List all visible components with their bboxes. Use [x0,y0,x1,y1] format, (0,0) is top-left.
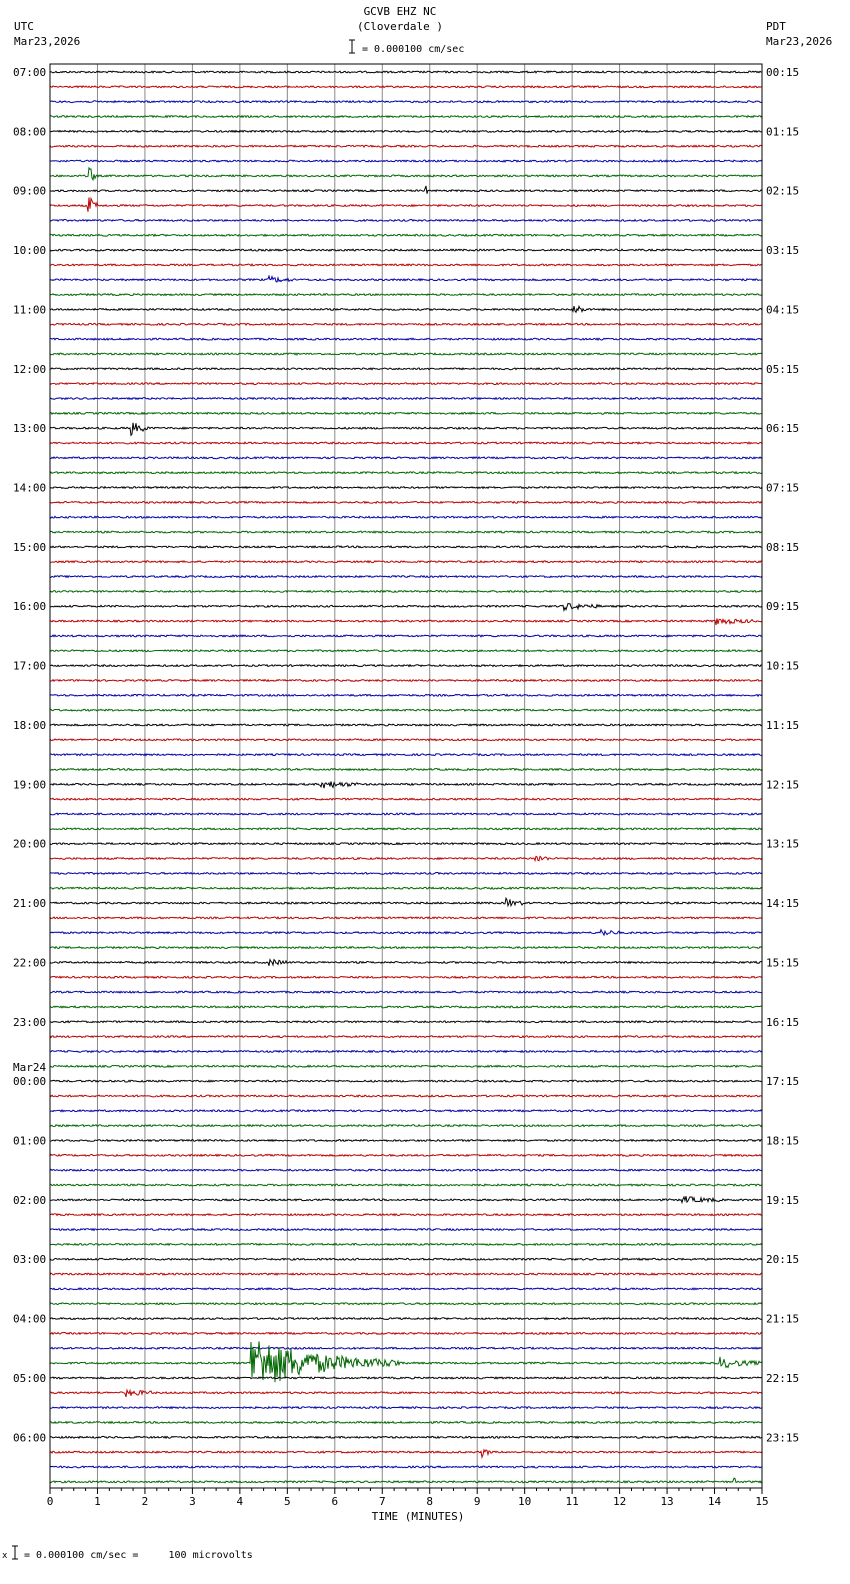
seismic-trace [50,1243,762,1245]
left-hour-label: 09:00 [13,184,47,198]
seismic-trace [50,220,762,222]
seismic-trace [50,249,762,251]
x-tick-label: 4 [236,1495,244,1508]
left-hour-label: 00:00 [13,1075,47,1089]
footer-marker: x [2,1551,8,1561]
x-axis-label: TIME (MINUTES) [371,1510,465,1523]
seismic-trace [50,1273,762,1275]
x-tick-label: 9 [473,1495,481,1508]
x-tick-label: 8 [426,1495,434,1508]
seismic-trace [50,798,762,800]
seismic-trace [50,739,762,741]
seismic-trace [50,383,762,385]
left-hour-label: 05:00 [13,1371,47,1385]
x-tick-label: 0 [46,1495,54,1508]
seismic-trace [50,1080,762,1082]
seismic-trace [50,947,762,949]
label-layer [13,66,799,1508]
seismic-trace [50,116,762,118]
seismic-trace [50,709,762,711]
right-hour-label: 21:15 [766,1312,800,1326]
seismic-trace [50,680,762,682]
seismic-trace [50,1347,762,1349]
seismic-trace [50,516,762,518]
left-hour-label: 04:00 [13,1312,47,1326]
left-hour-label: 12:00 [13,362,47,376]
right-hour-label: 10:15 [766,659,800,673]
seismic-trace [50,976,762,978]
seismic-trace [50,1333,762,1335]
seismic-trace [50,872,762,874]
right-hour-label: 17:15 [766,1075,800,1089]
seismic-trace [50,276,762,282]
right-hour-label: 11:15 [766,718,800,732]
seismic-trace [50,1214,762,1216]
grid-layer [50,64,762,1494]
seismic-trace [50,1051,762,1053]
right-hour-label: 05:15 [766,362,800,376]
seismic-trace [50,323,762,325]
footer-scale-bar-icon [11,1545,19,1561]
seismic-trace [50,694,762,696]
seismic-trace [50,546,762,548]
right-date: Mar23,2026 [766,35,833,48]
right-hour-label: 23:15 [766,1431,800,1445]
x-tick-label: 11 [565,1495,579,1508]
seismic-trace [50,160,762,162]
seismic-trace [50,353,762,355]
seismic-trace [50,591,762,593]
left-hour-label: 18:00 [13,718,47,732]
right-hour-label: 16:15 [766,1015,800,1029]
seismic-trace [50,576,762,578]
left-hour-label: 16:00 [13,600,47,614]
seismic-trace [50,1229,762,1231]
left-hour-label: 02:00 [13,1193,47,1207]
left-hour-label: 17:00 [13,659,47,673]
x-tick-label: 3 [189,1495,196,1508]
station-location: (Cloverdale ) [356,20,444,33]
left-hour-label: 19:00 [13,778,47,792]
seismic-trace [50,101,762,103]
seismic-trace [50,1110,762,1112]
left-hour-label: 21:00 [13,897,47,911]
left-hour-label: 11:00 [13,303,47,317]
seismic-trace [50,1436,762,1438]
seismic-trace [50,423,762,436]
left-hour-label: 07:00 [13,66,47,79]
right-hour-label: 14:15 [766,897,800,911]
seismic-trace [50,197,762,211]
seismic-trace [50,487,762,489]
x-tick-label: 6 [331,1495,339,1508]
seismic-trace [50,338,762,340]
seismic-trace [50,665,762,667]
seismic-trace [50,960,762,966]
left-date-change-label: Mar24 [13,1061,47,1075]
x-tick-label: 10 [518,1495,532,1508]
seismic-trace [50,619,762,626]
seismic-trace [50,294,762,296]
left-hour-label: 10:00 [13,244,47,258]
seismic-trace [50,650,762,652]
seismic-trace [50,145,762,147]
seismic-trace [50,168,762,180]
seismic-trace [50,1169,762,1171]
left-date: Mar23,2026 [14,35,81,48]
seismic-trace [50,1125,762,1127]
seismic-trace [50,813,762,815]
seismic-trace [50,754,762,756]
right-hour-label: 18:15 [766,1134,800,1148]
right-hour-label: 02:15 [766,184,800,198]
x-tick-label: 7 [378,1495,386,1508]
seismic-trace [50,1377,762,1379]
seismic-trace [50,930,762,935]
seismic-trace [50,1288,762,1290]
seismic-trace [50,442,762,444]
seismic-trace [50,1478,762,1483]
seismic-trace [50,1450,762,1457]
seismic-trace [50,781,762,788]
right-hour-label: 01:15 [766,125,800,139]
seismic-trace [50,1466,762,1468]
right-hour-label: 13:15 [766,837,800,851]
seismic-trace [50,264,762,266]
seismic-trace [50,603,762,610]
seismic-trace [50,472,762,474]
seismic-trace [50,991,762,993]
right-hour-label: 04:15 [766,303,800,317]
left-hour-label: 01:00 [13,1134,47,1148]
seismic-trace [50,306,762,312]
x-tick-label: 13 [660,1495,674,1508]
x-tick-label: 5 [284,1495,291,1508]
seismic-trace [50,1021,762,1023]
seismic-trace [50,501,762,503]
seismic-trace [50,1390,762,1397]
seismic-trace [50,71,762,73]
right-hour-label: 19:15 [766,1193,800,1207]
seismic-trace [50,412,762,414]
left-hour-label: 22:00 [13,956,47,970]
seismic-trace [50,186,762,194]
seismic-trace [50,1258,762,1260]
x-tick-label: 14 [707,1495,722,1508]
seismic-trace [50,769,762,771]
seismic-trace [50,1065,762,1067]
seismic-trace [50,1140,762,1142]
seismic-trace [50,635,762,637]
seismic-trace [50,1095,762,1097]
seismic-trace [50,1422,762,1424]
seismic-trace [50,1036,762,1038]
seismic-trace [50,898,762,906]
left-hour-label: 03:00 [13,1253,47,1267]
right-hour-label: 15:15 [766,956,800,970]
seismic-trace [50,1006,762,1008]
left-timezone: UTC [14,20,34,33]
footer-scale-note: = 0.000100 cm/sec = 100 microvolts [24,1550,253,1561]
seismic-trace [50,457,762,459]
right-hour-label: 09:15 [766,600,800,614]
left-hour-label: 23:00 [13,1015,47,1029]
seismic-trace [50,1196,762,1202]
trace-layer [50,71,762,1483]
seismic-trace [50,828,762,830]
right-hour-label: 07:15 [766,481,800,495]
seismic-trace [50,130,762,132]
seismic-trace [50,1303,762,1305]
station-title: GCVB EHZ NC [363,5,437,18]
x-tick-label: 2 [141,1495,149,1508]
right-timezone: PDT [766,20,786,33]
x-tick-label: 15 [755,1495,769,1508]
left-hour-label: 20:00 [13,837,47,851]
seismic-trace [50,856,762,860]
seismic-trace [50,368,762,370]
x-tick-label: 1 [94,1495,101,1508]
left-hour-label: 14:00 [13,481,47,495]
seismic-trace [50,724,762,726]
x-tick-label: 12 [612,1495,627,1508]
right-hour-label: 20:15 [766,1253,800,1267]
seismic-trace [50,843,762,845]
seismic-trace [50,887,762,889]
scale-text: = 0.000100 cm/sec [362,44,465,55]
right-hour-label: 08:15 [766,540,800,554]
seismic-trace [50,917,762,919]
seismic-trace [50,398,762,400]
right-hour-label: 12:15 [766,778,800,792]
seismic-trace [50,1184,762,1186]
left-hour-label: 08:00 [13,125,47,139]
right-hour-label: 06:15 [766,422,800,436]
right-hour-label: 03:15 [766,244,800,258]
right-hour-label: 00:15 [766,66,800,79]
seismic-trace [50,1154,762,1156]
left-hour-label: 15:00 [13,540,47,554]
seismic-trace [50,561,762,563]
right-hour-label: 22:15 [766,1371,800,1385]
seismic-trace [50,531,762,533]
seismic-trace [50,1318,762,1320]
left-hour-label: 06:00 [13,1431,47,1445]
seismic-trace [50,234,762,236]
left-hour-label: 13:00 [13,422,47,436]
seismic-trace [50,86,762,88]
seismic-trace [50,1407,762,1409]
